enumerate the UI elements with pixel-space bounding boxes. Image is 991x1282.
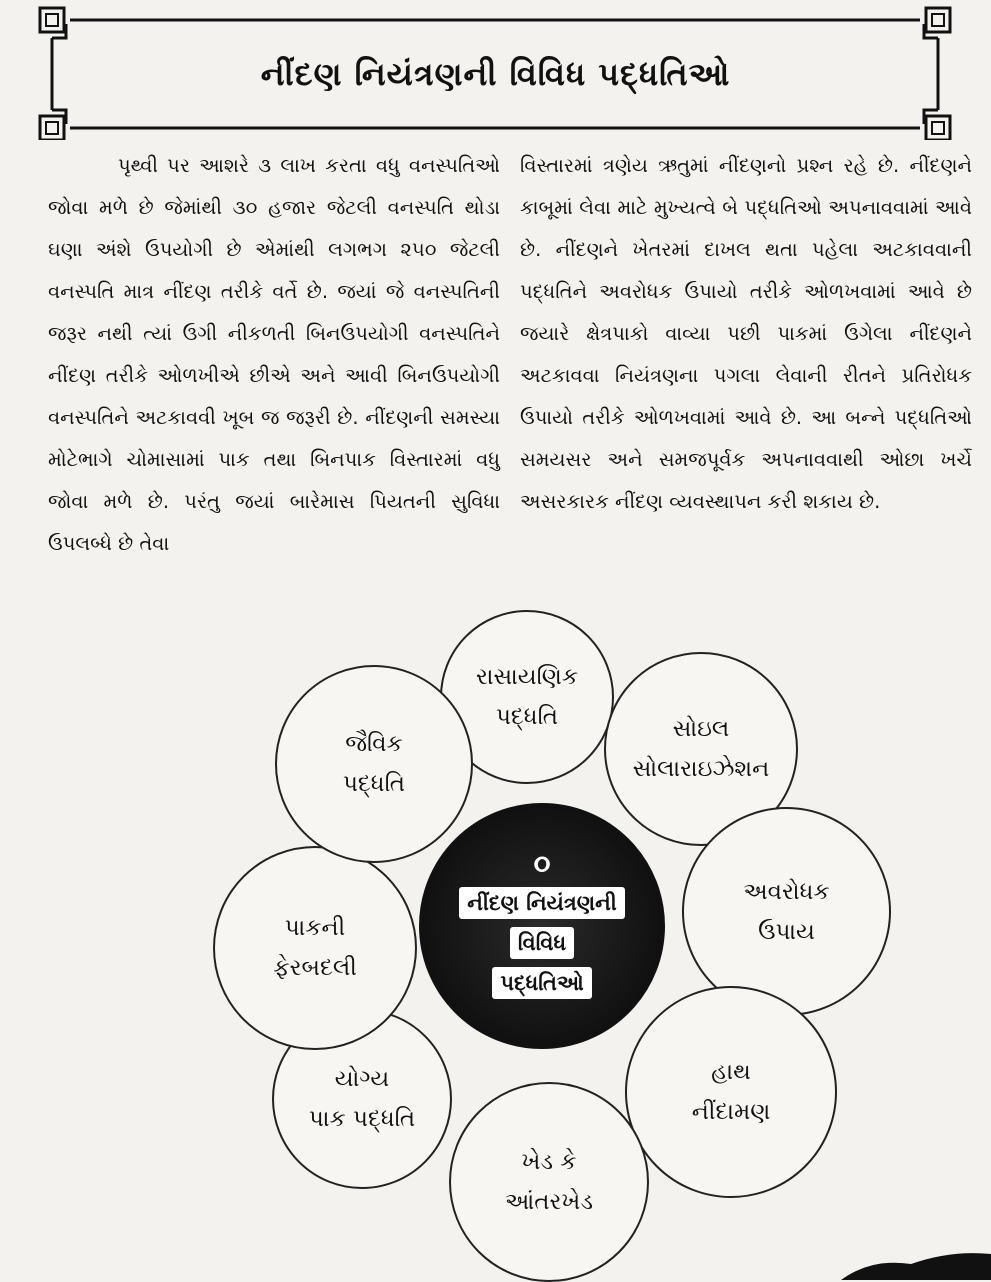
method-circle-crop-rotation: પાકની ફેરબદલી xyxy=(213,846,417,1050)
corner-decoration xyxy=(831,1240,991,1280)
center-circle xyxy=(419,803,665,1049)
method-circle-biological: જૈવિક પદ્ધતિ xyxy=(275,665,473,863)
text-column-right xyxy=(520,145,972,523)
method-circle-soil-solarization: સોઇલ સોલારાઇઝેશન xyxy=(604,652,798,846)
method-circle-chemical: રાસાયણિક પદ્ધતિ xyxy=(440,610,614,784)
paragraph-right: વિસ્તારમાં ત્રણેય ઋતુમાં નીંદણનો પ્રશ્ન રહે છે. નીંદણને કાબૂમાં લેવા માટે મુખ્યત્વે બે પદ્ધતિઓ અપનાવવામાં આવે છે. નીંદણને ખેતરમાં દાખલ થતા પહેલા અટકાવવાની પદ્ધતિને અવરોધક ઉપાયો તરીકે ઓળખવામાં આવે છે જયારે ક્ષેત્રપાકો વાવ્યા પછી પાકમાં ઉગેલા નીંદણને અટકાવવા નિયંત્રણના પગલા લેવાની રીતને પ્રતિરોધક ઉપાયો તરીકે ઓળખવામાં આવે છે. આ બન્ને પદ્ધતિઓ સમયસર અને સમજપૂર્વક અપનાવવાથી ઓછા ખર્ચે અસરકારક નીંદણ વ્યવસ્થાપન કરી શકાય છે. xyxy=(520,154,972,513)
method-circle-preventive: અવરોધક ઉપાય xyxy=(682,807,891,1016)
center-line-3: પદ્ધતિઓ xyxy=(492,967,591,999)
method-circle-tillage: ખેડ કે આંતરખેડ xyxy=(449,1082,649,1282)
page-title: નીંદણ નિયંત્રણની વિવિધ પદ્ધતિઓ xyxy=(260,54,731,93)
method-circle-hand-weeding: હાથ નીંદામણ xyxy=(625,986,837,1198)
paragraph-left: પૃથ્વી પર આશરે ૩ લાખ કરતા વધુ વનસ્પતિઓ જોવા મળે છે જેમાંથી ૩૦ હજાર જેટલી વનસ્પતિ થોડા ઘણા અંશે ઉપયોગી છે એમાંથી લગભગ ૨૫૦ જેટલી વનસ્પતિ માત્ર નીંદણ તરીકે વર્તે છે. જયાં જે વનસ્પતિની જરૂર નથી ત્યાં ઉગી નીકળતી બિનઉપયોગી વનસ્પતિને નીંદણ તરીકે ઓળખીએ છીએ અને આવી બિનઉપયોગી વનસ્પતિને અટકાવવી ખૂબ જ જરૂરી છે. નીંદણની સમસ્યા મોટેભાગે ચોમાસામાં પાક તથા બિનપાક વિસ્તારમાં વધુ જોવા મળે છે. પરંતુ જયાં બારેમાસ પિયતની સુવિધા ઉપલબ્ધે છે તેવા xyxy=(48,154,500,555)
center-line-2: વિવિધ xyxy=(510,927,574,959)
center-number: ૦ xyxy=(533,847,551,880)
method-circle-crop-method: યોગ્ય પાક પદ્ધતિ xyxy=(272,1009,452,1189)
center-line-1: નીંદણ નિયંત્રણની xyxy=(459,887,624,919)
text-column-left xyxy=(48,145,500,565)
